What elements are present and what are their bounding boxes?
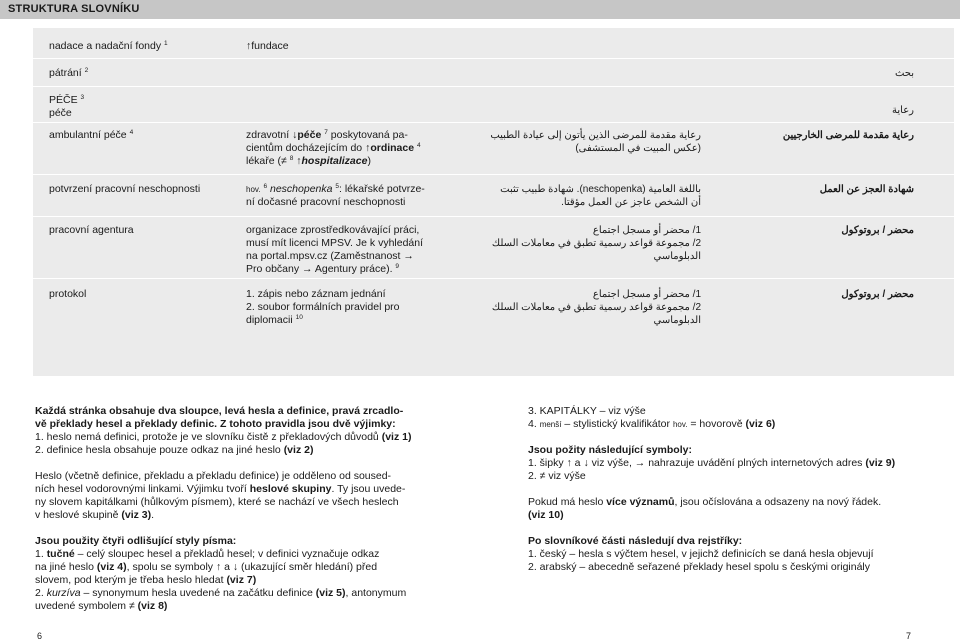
arabic-term: شهادة العجز عن العمل <box>819 184 914 195</box>
header-bar <box>0 0 960 19</box>
row-separator <box>33 216 954 217</box>
row-separator <box>33 86 954 87</box>
arabic-definition: 1/ محضر أو مسجل اجتماع 2/ مجموعة قواعد رسمية تطبق في معاملات السلك الدبلوماسي <box>491 225 701 262</box>
entry-term: pracovní agentura <box>49 224 134 236</box>
entry-term: ambulantní péče $^4$ <box>49 129 134 141</box>
arabic-term: بحث <box>894 68 914 79</box>
arabic-definition: رعاية مقدمة للمرضى الذين يأتون إلى عيادة الطبيب (عكس المبيت في المستشفى) <box>490 130 701 154</box>
arabic-term: رعاية مقدمة للمرضى الخارجيين <box>782 130 914 141</box>
page-number-right: 7 <box>906 631 912 641</box>
page-title: STRUKTURA SLOVNÍKU <box>8 3 140 15</box>
arrow-up-icon: ↑ <box>215 561 222 573</box>
entry-definition: hov. $^6$ neschopenka $^5$: lékařské potvrze- ní dočasné pracovní neschopnosti <box>246 183 425 208</box>
arrow-up-icon: ↑ <box>296 155 302 167</box>
page-number-left: 6 <box>37 631 43 641</box>
entry-term: nadace a nadační fondy $^1$ <box>49 40 168 52</box>
notes-right: 3. KAPITÁLKY – viz výše 4. menší – stylistický kvalifikátor hov. = hovorově (viz 6) Jsou požity následující symboly: 1. šipky ↑ a ↓ viz výše, → nahrazuje uvádění plných internetových adres (viz 9) 2. ≠ viz výše Pokud má heslo více významů, jsou očíslována a odsazeny na nový řádek. (viz 10) Po slovníkové části následují dva rejstříky: 1. český – hesla s výčtem hesel, v jejichž definicích se daná hesla objevují 2. arabský – abecedně seřazené překlady hesel spolu s českými originály <box>528 405 896 573</box>
arrow-down-icon: ↓ <box>292 129 298 141</box>
arrow-down-icon: ↓ <box>232 561 239 573</box>
arabic-term: محضر / بروتوكول <box>841 289 914 300</box>
entry-term: péče <box>49 107 72 119</box>
row-separator <box>33 122 954 123</box>
entry-term: protokol <box>49 288 87 300</box>
arrow-up-icon: ↑ <box>566 457 572 469</box>
arrow-up-icon: ↑ <box>365 142 371 154</box>
entry-definition: 1. zápis nebo záznam jednání 2. soubor formálních pravidel pro diplomacii $^{10}$ <box>246 288 400 326</box>
arabic-term: محضر / بروتوكول <box>841 225 914 236</box>
row-separator <box>33 58 954 59</box>
arabic-term: رعاية <box>892 105 914 116</box>
entry-term: pátrání $^2$ <box>49 67 89 79</box>
notes-left: Každá stránka obsahuje dva sloupce, levá hesla a definice, pravá zrcadlo- vě překlady hesel a překlady definic. Z tohoto pravidla jsou dvě výjimky: 1. heslo nemá definici, protože je ve slovníku čistě z překladových důvodů (viz 1) 2. definice hesla obsahuje pouze odkaz na jiné heslo (viz 2) Heslo (včetně definice, překladu a překladu definice) je odděleno od soused- ních hesel vodorovnými linkami. Výjimku tvoří heslové skupiny. Ty jsou uvede- ny slovem kapitálkami (hůlkovým písmem), které se nachází ve všech heslech v heslové skupině (viz 3). Jsou použity čtyři odlišující styly písma: 1. tučné – celý sloupec hesel a překladů hesel; v definici vyznačuje odkaz na jiné heslo (viz 4), spolu se symboly ↑ a ↓ (ukazující směr hledání) před slovem, pod kterým je třeba heslo hledat (viz 7) 2. kurzíva – synonymum hesla uvedené na začátku definice (viz 5), antonymum uvedené symbolem ≠ (viz 8) <box>35 405 412 612</box>
arrow-down-icon: ↓ <box>583 457 589 469</box>
group-heading: PÉČE $^3$ <box>49 94 85 106</box>
entry-definition: organizace zprostředkovávající práci, musí mít licenci MPSV. Je k vyhledání na portal.mpsv.cz (Zaměstnanost → Pro občany → Agentury práce). $^9$ <box>246 224 424 275</box>
row-separator <box>33 278 954 279</box>
style-qualifier: hov. <box>246 185 261 194</box>
entry-definition: zdravotní ↓péče $^7$ poskytovaná pa- cientům docházejícím do ↑ordinace $^4$ lékaře (≠ $^8$ ↑hospitalizace) <box>246 129 421 167</box>
arabic-definition: 1/ محضر أو مسجل اجتماع 2/ مجموعة قواعد رسمية تطبق في معاملات السلك الدبلوماسي <box>491 289 701 326</box>
entry-definition: ↑fundace <box>246 40 289 52</box>
arabic-definition: باللغة العامية (neschopenka). شهادة طبيب تثبت أن الشخص عاجز عن العمل مؤقتا. <box>500 184 701 208</box>
arrow-up-icon: ↑ <box>246 40 252 52</box>
row-separator <box>33 174 954 175</box>
entry-term: potvrzení pracovní neschopnosti <box>49 183 201 195</box>
